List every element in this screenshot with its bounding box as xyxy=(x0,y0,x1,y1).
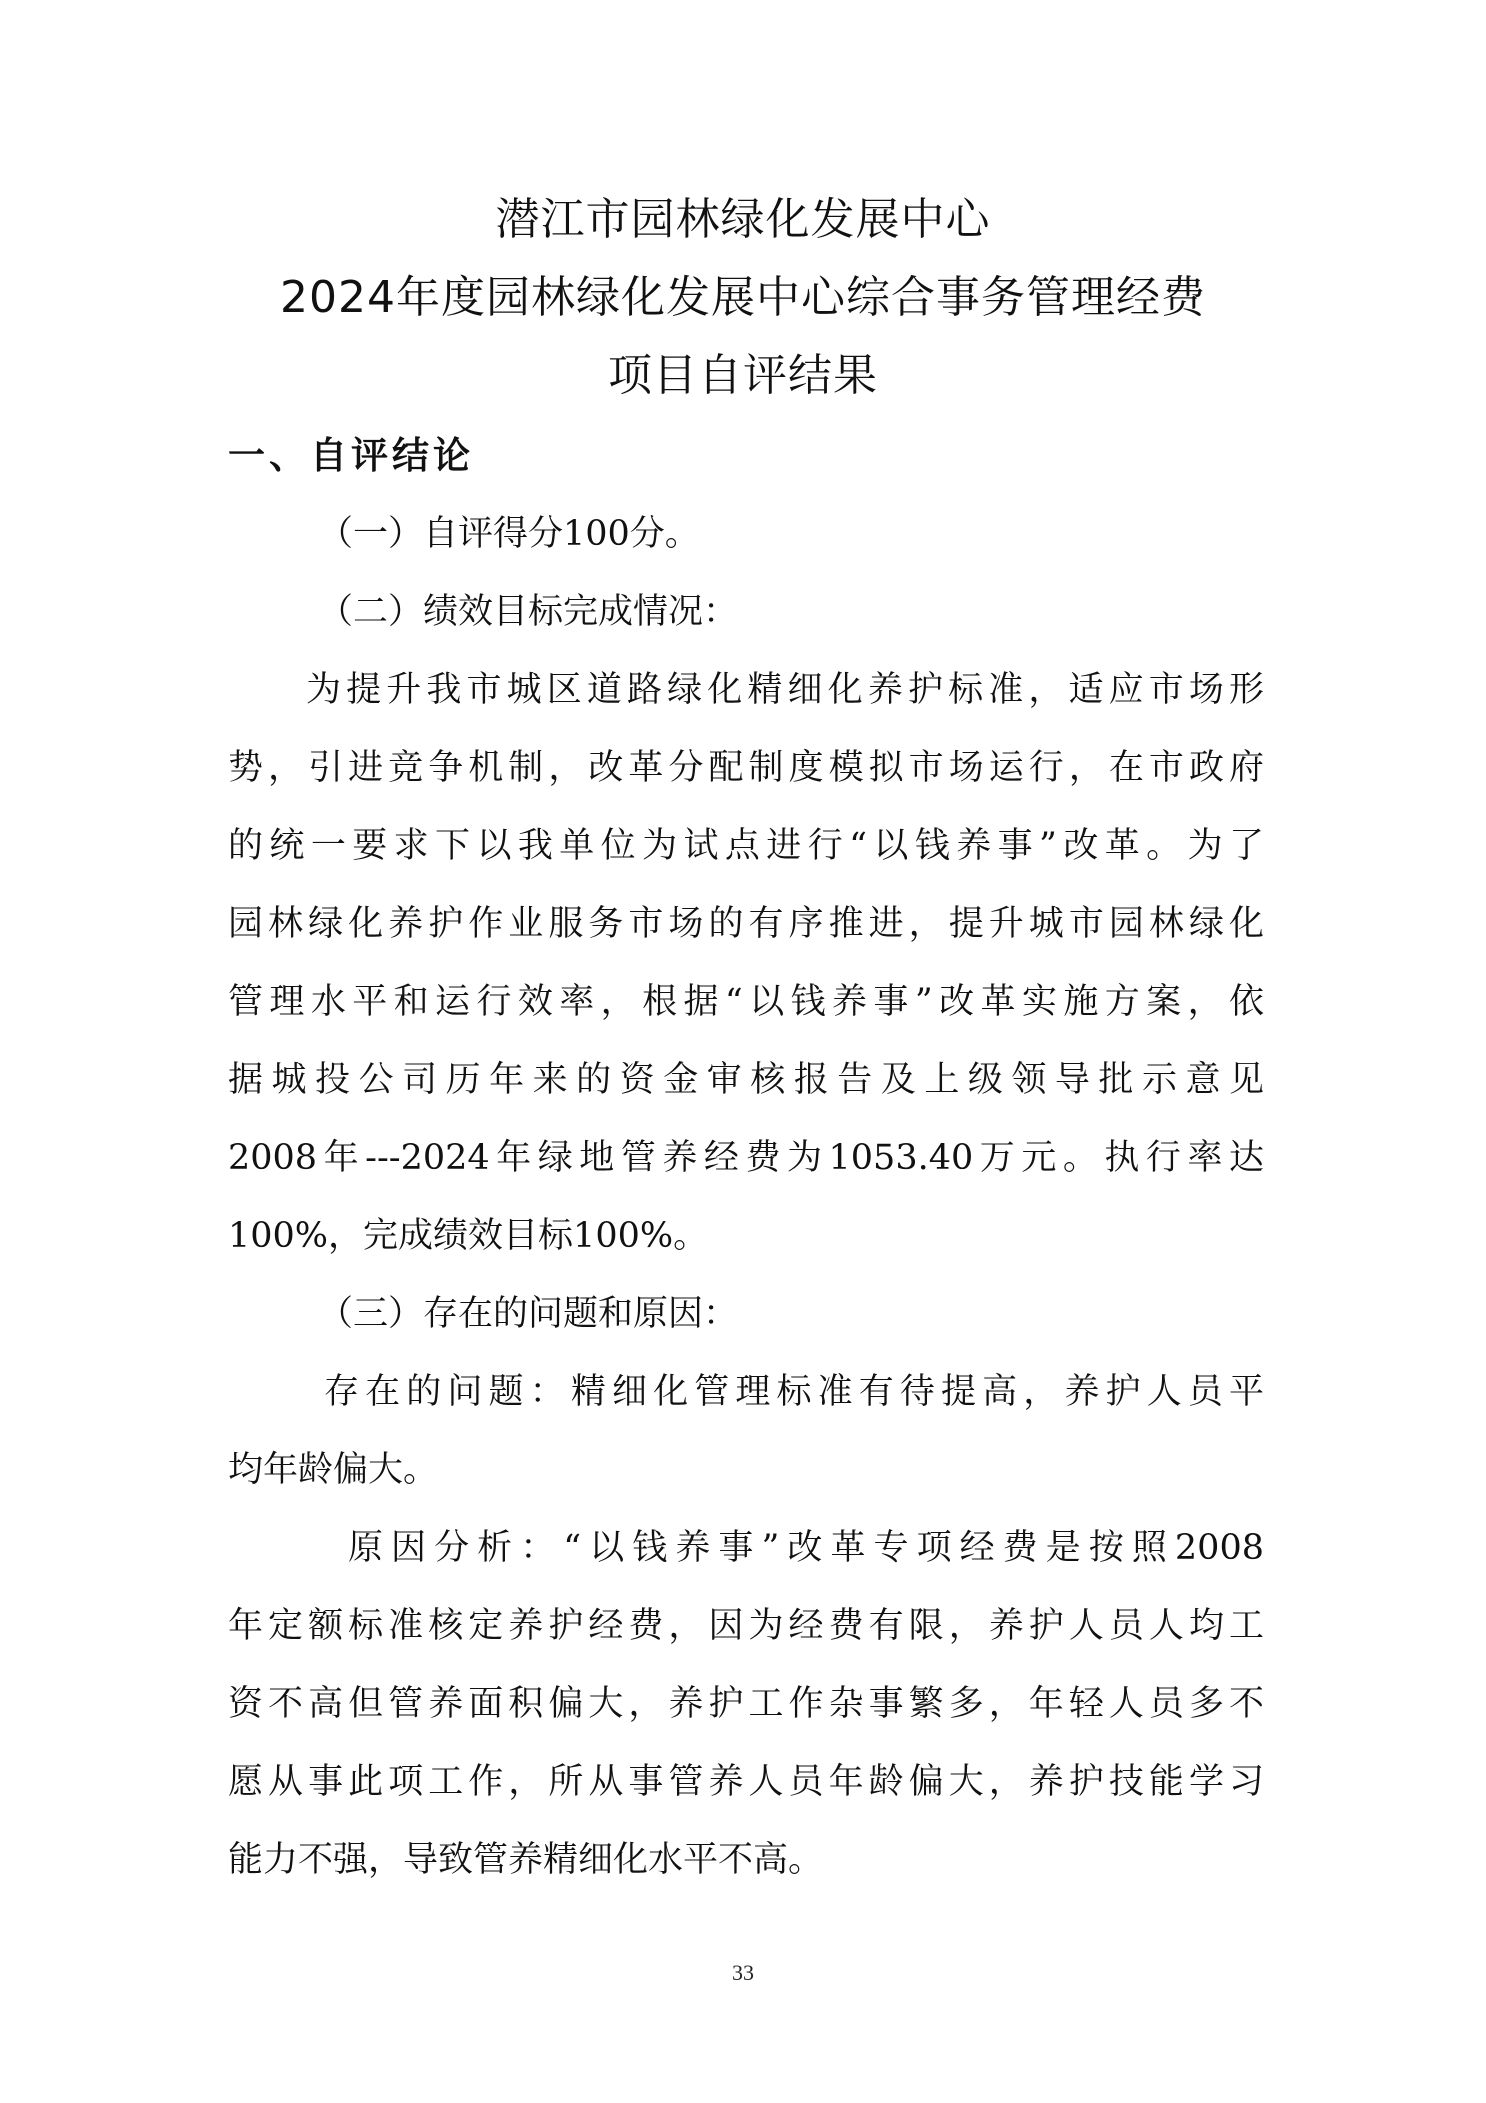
paragraph-line: 资不高但管养面积偏大，养护工作杂事繁多，年轻人员多不 xyxy=(228,1684,1264,1724)
paragraph-line: 愿从事此项工作，所从事管养人员年龄偏大，养护技能学习 xyxy=(228,1762,1264,1802)
paragraph-line: 为提升我市城区道路绿化精细化养护标准，适应市场形 xyxy=(306,670,1264,710)
paragraph-line: 势，引进竞争机制，改革分配制度模拟市场运行，在市政府 xyxy=(228,748,1264,788)
paragraph-line: 园林绿化养护作业服务市场的有序推进，提升城市园林绿化 xyxy=(228,904,1264,944)
problems-heading: （三）存在的问题和原因： xyxy=(318,1294,739,1334)
paragraph-line: 能力不强，导致管养精细化水平不高。 xyxy=(228,1840,824,1880)
paragraph-line: 存在的问题：精细化管理标准有待提高，养护人员平 xyxy=(324,1372,1264,1412)
paragraph-line: 均年龄偏大。 xyxy=(228,1450,439,1490)
page-number: 33 xyxy=(732,1960,754,1985)
paragraph-line: 2008年---2024年绿地管养经费为1053.40万元。执行率达 xyxy=(228,1138,1264,1178)
section-heading: 一、自评结论 xyxy=(228,434,474,477)
document-title-line-3: 项目自评结果 xyxy=(608,350,878,401)
document-title-line-1: 潜江市园林绿化发展中心 xyxy=(495,194,991,245)
performance-goal-heading: （二）绩效目标完成情况： xyxy=(318,592,739,632)
document-title-line-2: 2024年度园林绿化发展中心综合事务管理经费 xyxy=(280,272,1206,323)
paragraph-line: 的统一要求下以我单位为试点进行“以钱养事”改革。为了 xyxy=(228,826,1264,866)
self-evaluation-score: （一）自评得分100分。 xyxy=(318,514,700,554)
paragraph-line: 管理水平和运行效率，根据“以钱养事”改革实施方案，依 xyxy=(228,982,1264,1022)
paragraph-line: 据城投公司历年来的资金审核报告及上级领导批示意见 xyxy=(228,1060,1264,1100)
paragraph-line: 年定额标准核定养护经费，因为经费有限，养护人员人均工 xyxy=(228,1606,1264,1646)
paragraph-line: 100%，完成绩效目标100%。 xyxy=(228,1216,709,1256)
paragraph-line: 原因分析：“以钱养事”改革专项经费是按照2008 xyxy=(348,1528,1264,1568)
